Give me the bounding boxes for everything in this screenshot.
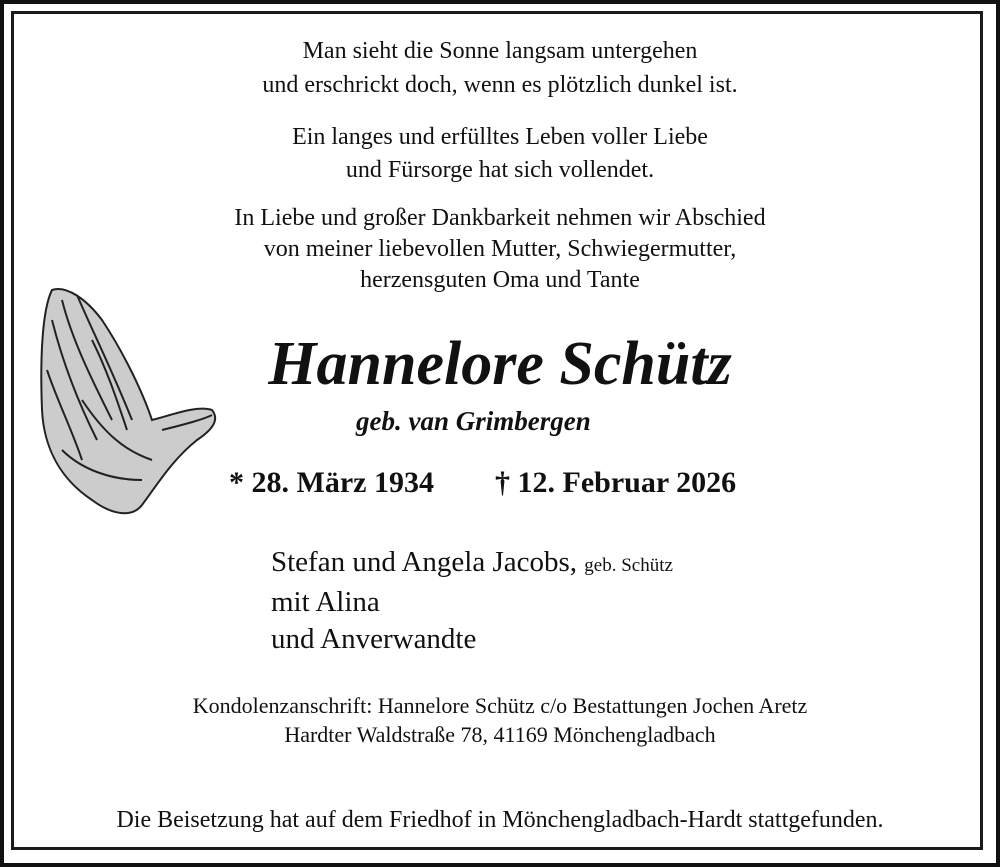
tribute-line-1: Ein langes und erfülltes Leben voller Liebe [292, 124, 708, 150]
family-line-2: mit Alina [271, 586, 380, 618]
family-line-3: und Anverwandte [271, 623, 477, 655]
praying-hands-icon [22, 280, 222, 525]
tribute-line-2: und Fürsorge hat sich vollendet. [345, 157, 655, 183]
address-line-2: Hardter Waldstraße 78, 41169 Mönchengladbach [284, 722, 716, 747]
intro-line-2: von meiner liebevollen Mutter, Schwiegermutter, [263, 236, 737, 262]
family-names: Stefan und Angela Jacobs, [271, 546, 578, 578]
death-date: † 12. Februar 2026 [495, 466, 737, 499]
verse-line-1: Man sieht die Sonne langsam untergehen [302, 38, 698, 64]
deceased-birth-name: geb. van Grimbergen [356, 406, 591, 436]
deceased-name: Hannelore Schütz [268, 330, 732, 398]
birth-date: * 28. März 1934 [229, 466, 434, 499]
address-line-1: Kondolenzanschrift: Hannelore Schütz c/o Bestattungen Jochen Aretz [192, 693, 808, 718]
verse-line-2: und erschrickt doch, wenn es plötzlich dunkel ist. [262, 72, 738, 98]
family-list [271, 544, 673, 658]
intro-line-1: In Liebe und großer Dankbarkeit nehmen wir Abschied [234, 205, 766, 231]
intro-line-3: herzensguten Oma und Tante [360, 267, 640, 293]
funeral-note: Die Beisetzung hat auf dem Friedhof in Mönchengladbach-Hardt stattgefunden. [116, 807, 884, 833]
family-line-1 [271, 544, 673, 584]
family-note: geb. Schütz [584, 555, 673, 576]
